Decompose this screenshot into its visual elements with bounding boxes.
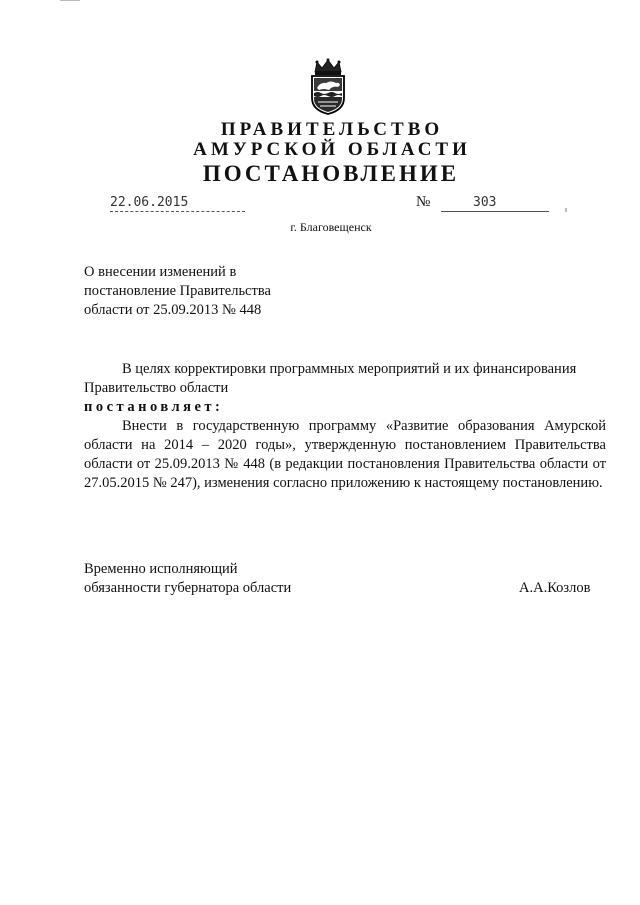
document-number: 303 [441,196,549,212]
scan-artifact [60,0,80,1]
document-type-title: ПОСТАНОВЛЕНИЕ [202,161,460,186]
document-body [84,360,606,493]
preamble-continuation: Правительство области [84,380,229,396]
government-name-line2: АМУРСКОЙ ОБЛАСТИ [193,139,471,160]
ruling-word: постановляет: [84,399,224,415]
coat-of-arms-icon [307,58,349,116]
signatory-position [84,560,291,598]
document-date: 22.06.2015 [110,196,245,212]
position-line: Временно исполняющий [84,561,238,577]
preamble-paragraph: В целях корректировки программных мероприятий и их финансирования [122,361,577,377]
signatory-name: А.А.Козлов [519,580,591,596]
subject-line: О внесении изменений в [84,264,237,280]
city-name: г. Благовещенск [290,220,372,234]
position-line: обязанности губернатора области [84,580,292,596]
number-sign: № [416,194,431,210]
subject-line: области от 25.09.2013 № 448 [84,302,262,318]
clause-paragraph: Внести в государственную программу «Развитие образования Амурской области на 2014 – 2020 годы», утвержденную постановлением Правительства области от 25.09.2013 № 448 (в редакции постановления Правительства области от 27.05.2015 № 247), изменения согласно приложению к настоящему постановлению. [84,418,606,491]
government-name-line1: ПРАВИТЕЛЬСТВО [220,119,444,140]
subject-line: постановление Правительства [84,283,271,299]
scan-artifact [565,208,567,212]
document-subject [84,263,271,320]
